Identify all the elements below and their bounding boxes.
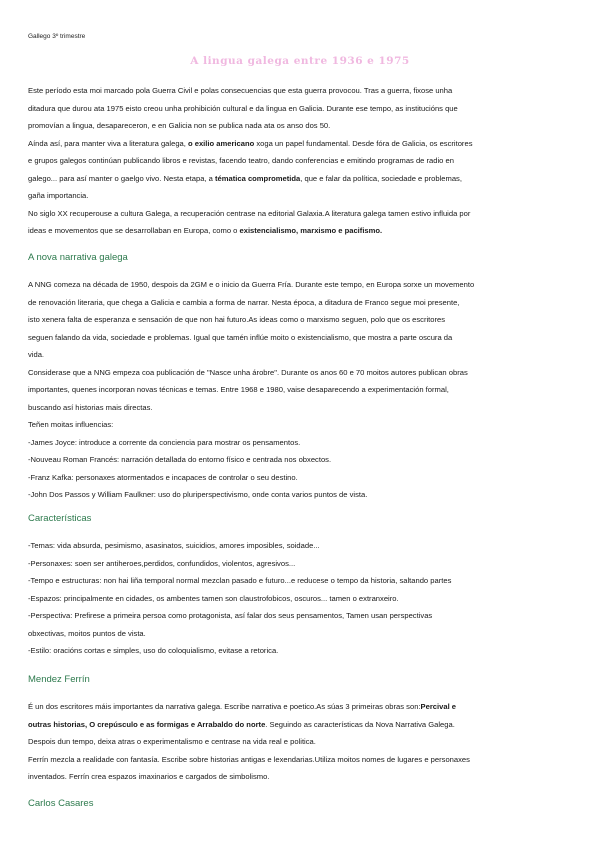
text-line: Ferrín mezcla a realidade con fantasía. Escribe sobre historias antigas e lexendarias.Utiliza moitos nomes de lugares e personaxes [28,754,470,764]
bold-text: tématica comprometida [215,173,301,183]
page-title: A lingua galega entre 1936 e 1975 [190,55,410,67]
text-line: Despois dun tempo, deixa atras o experimentalismo e centrase na vida real e politica. [28,737,316,746]
text-line: de renovación literaria, que chega a Galicia e cambia a forma de narrar. Nesta época, a ditadura de Franco segue moi presente, [28,297,460,307]
text-line: ditadura que durou ata 1975 eisto creou unha prohibición cultural e da lingua en Galicia. Durante ese tempo, as institucións que [28,103,458,113]
text-line: -John Dos Passos y William Faulkner: uso do pluriperspectivismo, onde conta varios puntos de vista. [28,490,368,499]
section-title: A nova narrativa galega [28,252,128,263]
text-line: isto xenera falta de esperanza e sensación de que non hai futuro.As ideas como o marxismo seguen, polo que os escritores [28,315,446,324]
section-title: Mendez Ferrín [28,674,90,685]
text-line: -Perspectiva: Prefirese a primeira persoa como protagonista, así falar dos seus pensamentos, Tamen usan perspectivas [28,611,433,620]
characteristics-list [28,537,576,660]
text-line: outras historias, O crepúsculo e as formigas e Arrabaldo do norte. Seguindo as características da Nova Narrativa Galega. [28,719,455,729]
section-heading-mendez-ferrin [28,673,576,687]
text-line: Considerase que a NNG empeza coa publicación de "Nasce unha árobre". Durante os anos 60 e 70 moitos autores publican obras [28,367,468,377]
text-line: -James Joyce: introduce a corrente da conciencia para mostrar os pensamentos. [28,437,301,447]
text-line: -Estilo: oracións cortas e simples, uso do coloquialismo, evitase a retorica. [28,646,279,655]
bold-text: Percival e [420,702,457,711]
text-line: -Franz Kafka: personaxes atormentados e incapaces de controlar o seu destino. [28,472,298,482]
text-line: buscando así historias mais directas. [28,402,153,412]
text-line: Este período esta moi marcado pola Guerra Civil e polas consecuencias que esta guerra provocou. Tras a guerra, fixose unha [28,86,453,95]
text-line: Teñen moitas influencias: [28,420,114,429]
section-heading-carlos-casares [28,797,576,811]
text-line: importantes, quenes incorporan novas técnicas e temas. Entre 1968 e 1980, vaise desaparecendo a experimentación formal, [28,385,449,394]
text-line: É un dos escritores máis importantes da narrativa galega. Escribe narrativa e poetico.As súas 3 primeiras obras son:Percival e [28,702,457,711]
text-line: ideas e movementos que se desarrollaban en Europa, como o existencialismo, marxismo e pacifismo. [28,226,383,235]
intro-paragraph [28,82,576,240]
text-line: -Espazos: principalmente en cidades, os ambentes tamen son claustrofobicos, oscuros... tamen o extranxeiro. [28,593,399,603]
nng-paragraph [28,276,576,504]
page-header: Gallego 3º trimestre [28,33,86,40]
section-heading-nova-narrativa [28,251,576,265]
text-line: A NNG comeza na década de 1950, despois da 2GM e o inicio da Guerra Fría. Durante este tempo, en Europa sorxe un movemento [28,280,475,289]
section-title: Carlos Casares [28,798,94,809]
text-line: seguen falando da vida, sociedade e problemas. Igual que tamén inflúe moito o existencialismo, que mostra a parte oscura da [28,332,453,342]
text-line: Aínda así, para manter viva a literatura galega, o exilio americano xoga un papel fundamental. Desde fóra de Galicia, os escritores [28,138,473,148]
text-line: e grupos galegos continúan publicando libros e revistas, facendo teatro, dando conferencias e emitindo programas de radio en [28,156,454,165]
section-heading-caracteristicas [28,512,576,526]
text-line: -Tempo e estructuras: non hai liña temporal normal mezclan pasado e futuro...e reducese o tempo da historia, saltando partes [28,576,452,585]
text-line: No siglo XX recuperouse a cultura Galega, a recuperación centrase na editorial Galaxia.A literatura galega tamen estivo influida por [28,208,471,218]
text-line: inventados. Ferrín crea espazos imaxinarios e cargados de simbolismo. [28,772,270,781]
mendez-ferrin-paragraph [28,698,576,786]
section-title: Características [28,513,92,524]
bold-text: outras historias, O crepúsculo e as formigas e Arrabaldo do norte [28,719,266,729]
text-line: -Temas: vida absurda, pesimismo, asasinatos, suicidios, amores imposibles, soidade... [28,541,320,550]
bold-text: existencialismo, marxismo e pacifismo. [239,226,383,235]
text-line: -Nouveau Roman Francés: narración detallada do entorno físico e centrada nos obxectos. [28,455,332,464]
text-line: -Personaxes: soen ser antiheroes,perdidos, confundidos, violentos, agresivos... [28,558,296,568]
bold-text: o exilio americano [187,138,255,148]
text-line: promovían a lingua, desapareceron, e en Galicia non se publica nada ata os anso dos 50. [28,121,331,130]
text-line: obxectivas, moitos puntos de vista. [28,628,146,638]
text-line: galego... para así manter o gaelgo vivo. Nesta etapa, a tématica comprometida, que e falar da política, sociedade e problemas, [28,173,462,183]
text-line: vida. [28,350,45,359]
text-line: gaña importancia. [28,191,89,200]
